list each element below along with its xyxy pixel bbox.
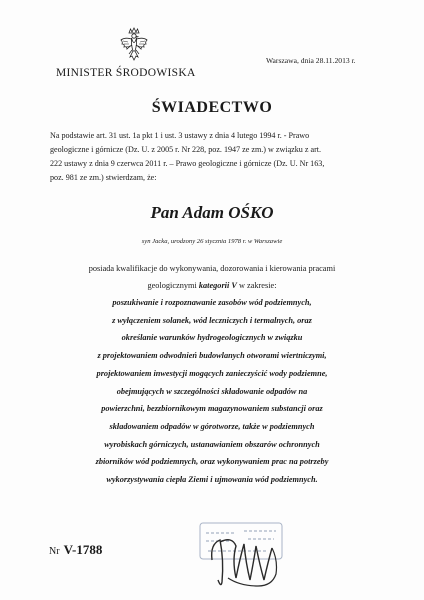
recipient-name: Pan Adam OŚKO — [150, 203, 274, 222]
legal-basis-paragraph — [50, 129, 380, 185]
scope-line: określanie warunków hydrogeologicznych w związku — [121, 333, 303, 343]
qualification-prefix: geologicznymi — [147, 281, 199, 290]
legal-basis-line: geologiczne i górnicze (Dz. U. z 2005 r. Nr 228, poz. 1947 ze zm.) w związku z art. — [50, 145, 322, 154]
qualification-line: posiada kwalifikacje do wykonywania, dozorowania i kierowania pracami — [88, 264, 336, 273]
qualification-scope — [0, 294, 424, 489]
scope-line: poszukiwanie i rozpoznawanie zasobów wód podziemnych, — [112, 298, 312, 307]
scope-line: z wyłączeniem solanek, wód leczniczych i termalnych, oraz — [112, 315, 312, 325]
certificate-number-label: Nr — [49, 546, 60, 557]
qualification-statement — [0, 260, 424, 294]
legal-basis-line: 222 ustawy z dnia 9 czerwca 2011 r. – Prawo geologiczne i górnicze (Dz. U. Nr 163, — [50, 159, 325, 168]
issuer-name: MINISTER ŚRODOWISKA — [56, 67, 196, 79]
scope-line: obejmujących w szczególności składowanie odpadów na — [116, 386, 308, 396]
qualification-category: kategorii V — [198, 281, 237, 290]
legal-basis-line: poz. 981 ze zm.) stwierdzam, że: — [50, 173, 157, 182]
handwritten-signature-icon — [206, 530, 284, 592]
document-title: ŚWIADECTWO — [151, 99, 273, 116]
certificate-number-value: V-1788 — [63, 542, 103, 557]
certificate-number — [49, 541, 102, 559]
scope-line: projektowaniem inwestycji mogących zanieczyścić wody podziemne, — [96, 368, 328, 378]
scope-line: powierzchni, bezzbiornikowym magazynowaniem substancji oraz — [101, 404, 323, 414]
scope-line: wyrobiskach górniczych, ustanawianiem obszarów ochronnych — [104, 439, 320, 449]
issue-date: Warszawa, dnia 28.11.2013 r. — [266, 56, 356, 65]
scope-line: zbiorników wód podziemnych, oraz wykonywaniem prac na potrzeby — [95, 457, 329, 467]
scope-line: z projektowaniem odwodnień budowlanych otworami wiertniczymi, — [97, 351, 327, 361]
scope-line: składowaniem odpadów w górotworze, także w podziemnych — [109, 421, 315, 431]
qualification-line — [0, 277, 424, 294]
polish-eagle-emblem-icon — [119, 27, 149, 63]
scope-line: wykorzystywania ciepła Ziemi i ujmowania wód podziemnych. — [106, 475, 318, 485]
legal-basis-line: Na podstawie art. 31 ust. 1a pkt 1 i ust. 3 ustawy z dnia 4 lutego 1994 r. - Prawo — [50, 131, 310, 140]
qualification-suffix: w zakresie: — [236, 281, 277, 290]
recipient-birth-info: syn Jacka, urodzony 26 stycznia 1978 r. w Warszawie — [141, 238, 283, 245]
